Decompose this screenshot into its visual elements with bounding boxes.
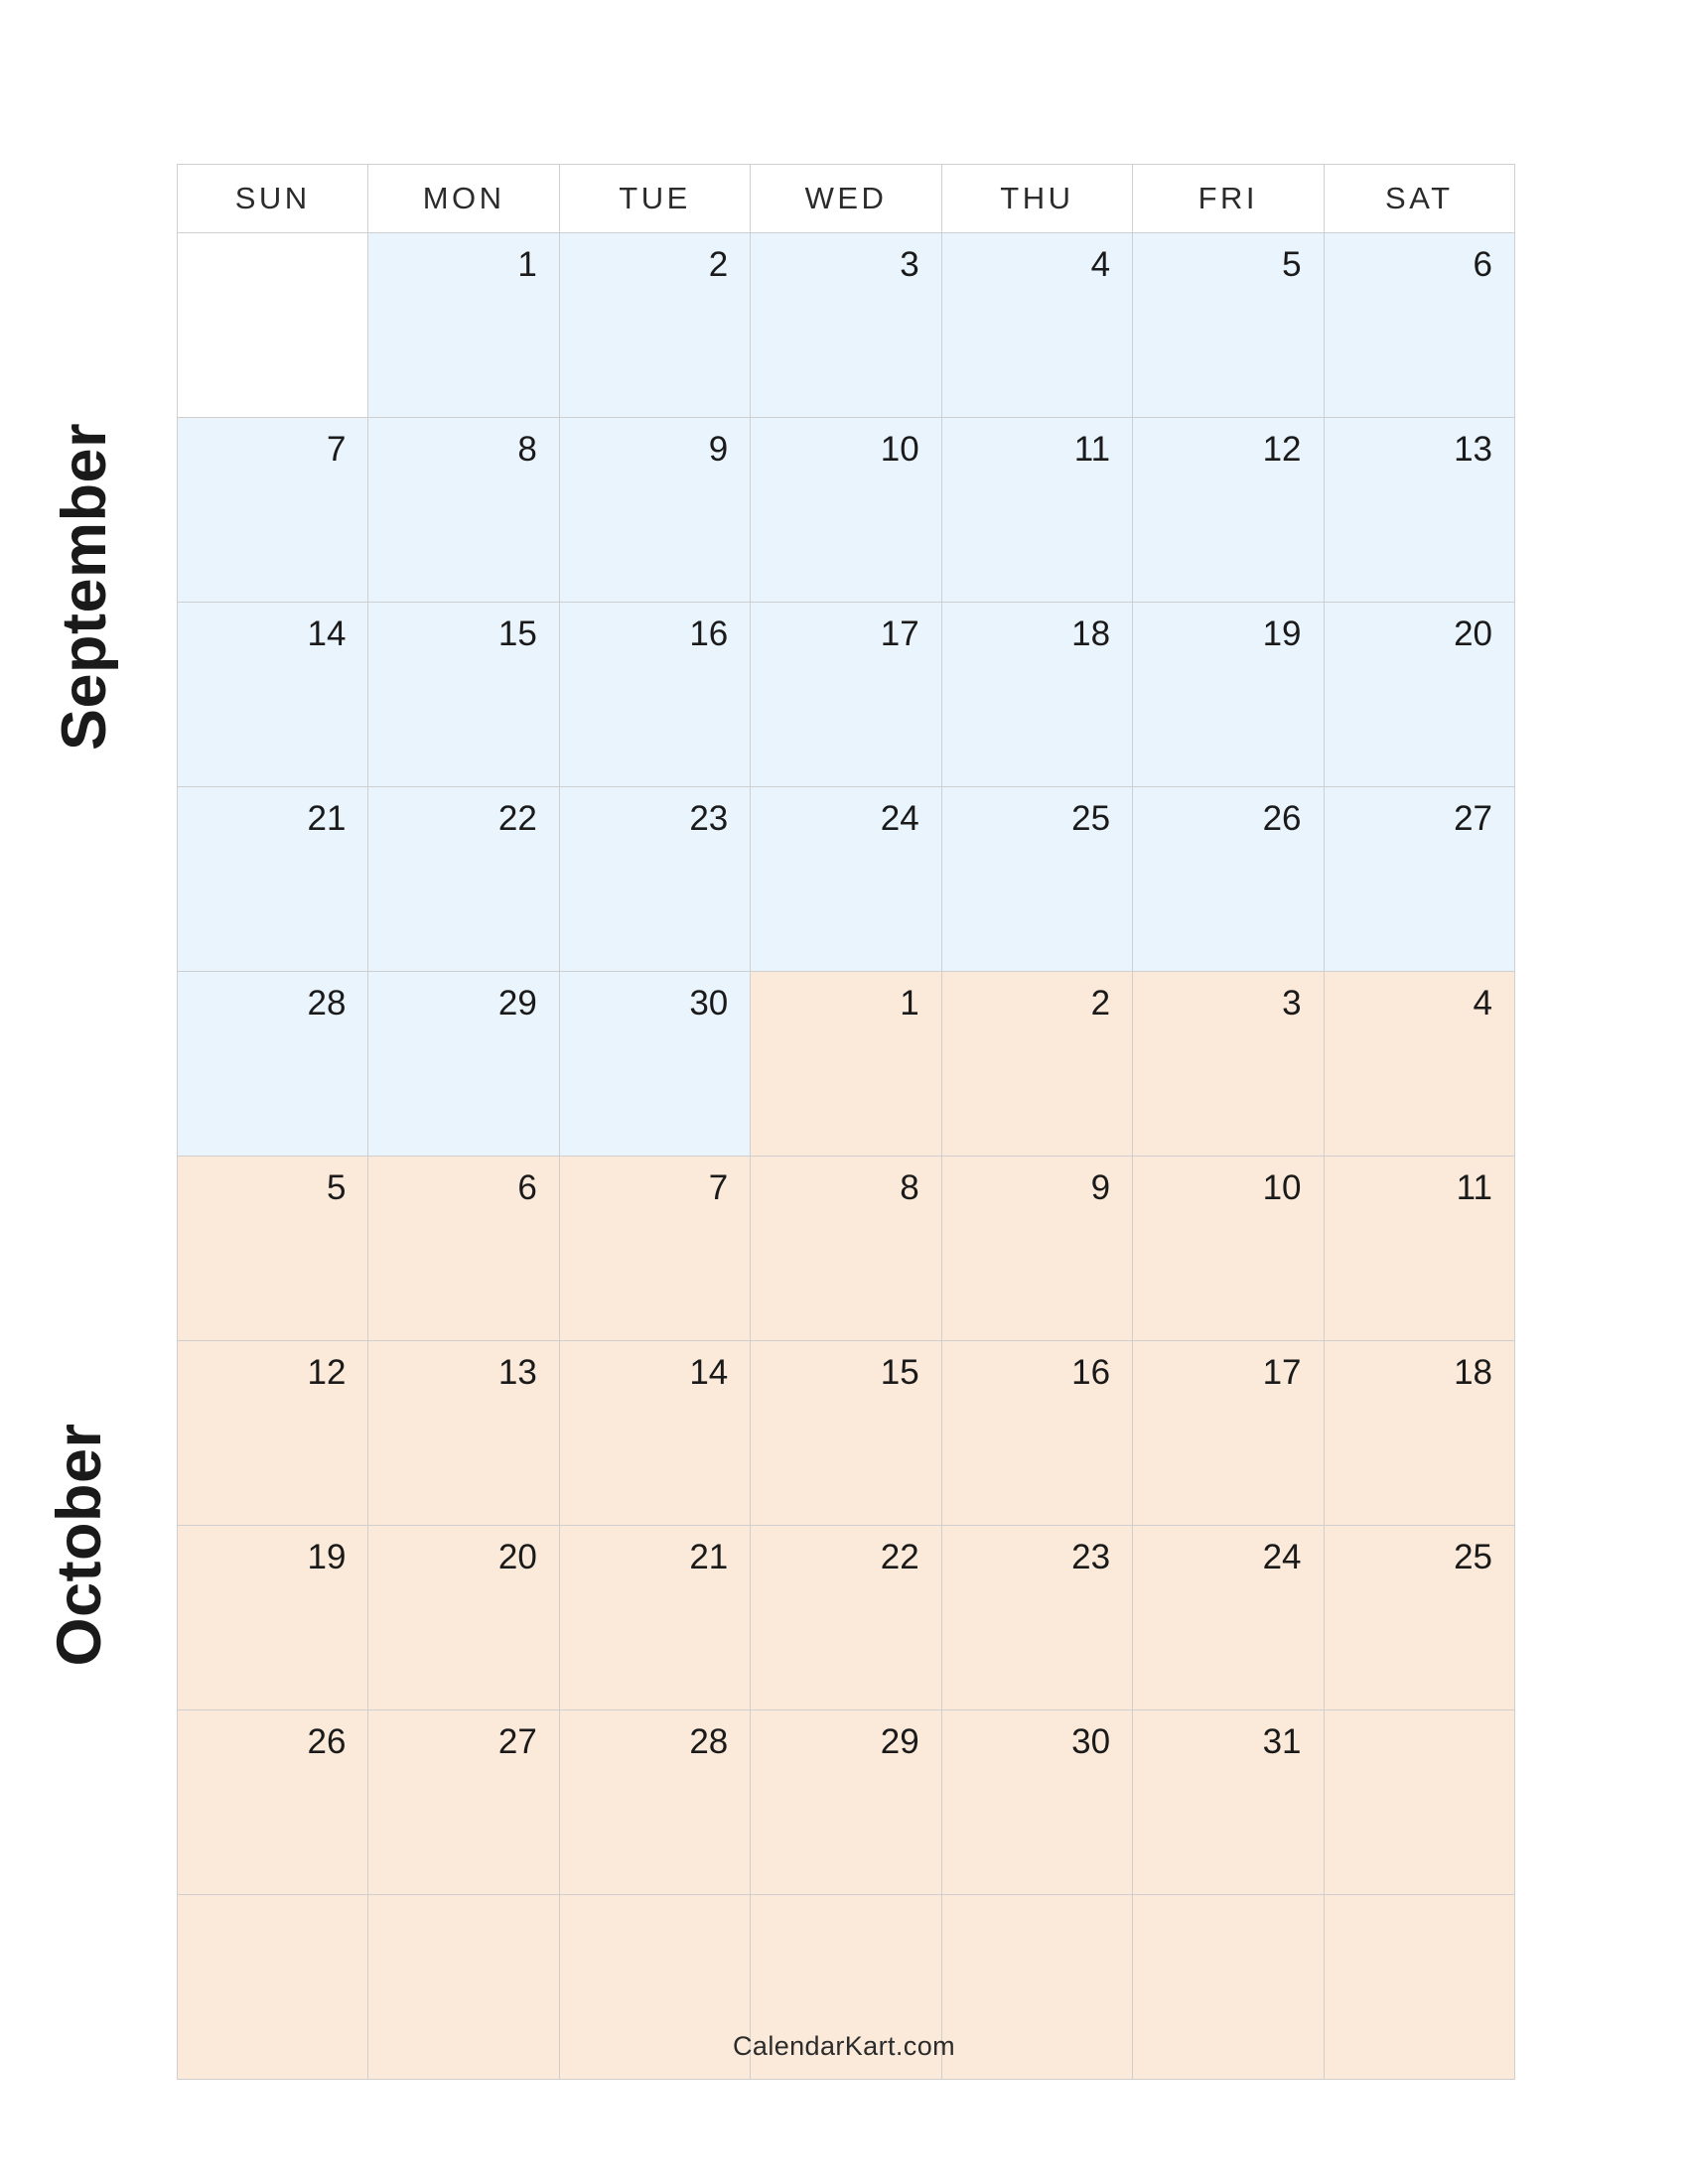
calendar-day-cell[interactable] (751, 787, 941, 972)
day-number: 10 (880, 430, 919, 469)
day-number (178, 1895, 367, 1909)
day-number: 29 (497, 984, 537, 1023)
day-number: 17 (880, 614, 919, 653)
calendar-day-cell[interactable] (1133, 603, 1324, 787)
day-number: 23 (689, 799, 729, 838)
day-number: 18 (1071, 614, 1111, 653)
calendar-day-cell[interactable] (368, 1341, 559, 1526)
day-number (1325, 1895, 1514, 1909)
day-number: 31 (1262, 1722, 1302, 1761)
calendar-day-cell[interactable] (751, 233, 941, 418)
weekday-header-wed: WED (751, 165, 941, 233)
calendar-day-cell[interactable] (368, 233, 559, 418)
calendar-day-cell[interactable] (368, 1157, 559, 1341)
calendar-day-cell[interactable] (178, 787, 368, 972)
calendar-day-cell[interactable] (368, 418, 559, 603)
calendar-day-cell[interactable] (1133, 1710, 1324, 1895)
calendar-day-cell[interactable] (1324, 1341, 1514, 1526)
calendar-day-cell[interactable] (559, 1526, 750, 1710)
day-number: 30 (1071, 1722, 1111, 1761)
calendar-day-cell[interactable] (1133, 1157, 1324, 1341)
weekday-header-tue: TUE (559, 165, 750, 233)
day-number: 10 (1262, 1168, 1302, 1207)
calendar-day-cell[interactable] (559, 972, 750, 1157)
calendar-day-cell[interactable] (941, 418, 1132, 603)
calendar-week-row (178, 972, 1515, 1157)
calendar-empty-cell[interactable] (1324, 1710, 1514, 1895)
calendar-week-row (178, 1341, 1515, 1526)
day-number: 1 (517, 245, 537, 284)
month-label-october: October (45, 1423, 114, 1667)
day-number: 18 (1454, 1353, 1492, 1392)
day-number: 9 (708, 430, 729, 469)
calendar-day-cell[interactable] (368, 787, 559, 972)
day-number: 13 (497, 1353, 537, 1392)
day-number: 22 (880, 1538, 919, 1576)
day-number: 19 (307, 1538, 347, 1576)
day-number: 8 (517, 430, 537, 469)
calendar-day-cell[interactable] (941, 603, 1132, 787)
day-number: 27 (497, 1722, 537, 1761)
day-number: 16 (689, 614, 729, 653)
day-number: 28 (689, 1722, 729, 1761)
calendar-day-cell[interactable] (1324, 972, 1514, 1157)
day-number: 20 (1454, 614, 1492, 653)
calendar-day-cell[interactable] (1324, 233, 1514, 418)
calendar-day-cell[interactable] (941, 1157, 1132, 1341)
calendar-day-cell[interactable] (368, 603, 559, 787)
calendar-day-cell[interactable] (178, 972, 368, 1157)
calendar-day-cell[interactable] (941, 1710, 1132, 1895)
day-number: 17 (1262, 1353, 1302, 1392)
calendar-week-row (178, 1526, 1515, 1710)
calendar-week-row (178, 418, 1515, 603)
day-number (751, 1895, 940, 1909)
day-number: 8 (900, 1168, 919, 1207)
calendar-week-row (178, 233, 1515, 418)
calendar-day-cell[interactable] (559, 418, 750, 603)
day-number (368, 1895, 558, 1909)
weekday-header-thu: THU (941, 165, 1132, 233)
day-number (1325, 1710, 1514, 1724)
calendar-week-row (178, 787, 1515, 972)
day-number: 25 (1454, 1538, 1492, 1576)
calendar-day-cell[interactable] (178, 1526, 368, 1710)
calendar-body (178, 233, 1515, 2080)
calendar-day-cell[interactable] (1324, 787, 1514, 972)
day-number: 5 (326, 1168, 347, 1207)
calendar-day-cell[interactable] (1133, 1526, 1324, 1710)
footer-credit: CalendarKart.com (733, 2031, 955, 2061)
calendar-day-cell[interactable] (559, 233, 750, 418)
day-number: 28 (307, 984, 347, 1023)
day-number: 1 (900, 984, 919, 1023)
day-number: 12 (1262, 430, 1302, 469)
day-number: 29 (880, 1722, 919, 1761)
day-number: 5 (1282, 245, 1302, 284)
day-number: 3 (1282, 984, 1302, 1023)
calendar-day-cell[interactable] (941, 233, 1132, 418)
day-number: 6 (1473, 245, 1492, 284)
day-number: 12 (307, 1353, 347, 1392)
calendar-day-cell[interactable] (1133, 233, 1324, 418)
calendar-header-row (178, 165, 1515, 233)
calendar-day-cell[interactable] (1324, 418, 1514, 603)
calendar-day-cell[interactable] (178, 603, 368, 787)
calendar-day-cell[interactable] (368, 972, 559, 1157)
day-number (942, 1895, 1132, 1909)
calendar-day-cell[interactable] (559, 603, 750, 787)
day-number: 26 (1262, 799, 1302, 838)
weekday-header-fri: FRI (1133, 165, 1324, 233)
day-number: 13 (1454, 430, 1492, 469)
calendar-day-cell[interactable] (1324, 603, 1514, 787)
calendar-day-cell[interactable] (178, 418, 368, 603)
calendar-day-cell[interactable] (178, 1341, 368, 1526)
calendar-week-row (178, 1710, 1515, 1895)
day-number (1133, 1895, 1323, 1909)
day-number: 4 (1090, 245, 1111, 284)
calendar-day-cell[interactable] (1324, 1526, 1514, 1710)
calendar-day-cell[interactable] (1324, 1157, 1514, 1341)
calendar-day-cell[interactable] (178, 1710, 368, 1895)
day-number: 27 (1454, 799, 1492, 838)
day-number: 21 (689, 1538, 729, 1576)
day-number: 2 (1090, 984, 1111, 1023)
day-number: 20 (497, 1538, 537, 1576)
calendar-day-cell[interactable] (1133, 972, 1324, 1157)
calendar-day-cell[interactable] (368, 1710, 559, 1895)
calendar-day-cell[interactable] (751, 418, 941, 603)
calendar-day-cell[interactable] (559, 787, 750, 972)
day-number (178, 233, 367, 247)
day-number: 30 (689, 984, 729, 1023)
weekday-header-sun: SUN (178, 165, 368, 233)
calendar-day-cell[interactable] (559, 1341, 750, 1526)
calendar-day-cell[interactable] (751, 1526, 941, 1710)
day-number: 15 (497, 614, 537, 653)
day-number: 22 (497, 799, 537, 838)
weekday-header-mon: MON (368, 165, 559, 233)
day-number: 2 (708, 245, 729, 284)
day-number: 6 (517, 1168, 537, 1207)
calendar-day-cell[interactable] (941, 1526, 1132, 1710)
calendar-day-cell[interactable] (751, 1341, 941, 1526)
calendar-day-cell[interactable] (1133, 418, 1324, 603)
calendar-day-cell[interactable] (751, 1710, 941, 1895)
calendar-day-cell[interactable] (178, 1157, 368, 1341)
day-number: 23 (1071, 1538, 1111, 1576)
day-number: 24 (880, 799, 919, 838)
day-number: 21 (307, 799, 347, 838)
day-number: 26 (307, 1722, 347, 1761)
weekday-header-sat: SAT (1324, 165, 1514, 233)
day-number: 7 (708, 1168, 729, 1207)
calendar-day-cell[interactable] (368, 1526, 559, 1710)
day-number: 16 (1071, 1353, 1111, 1392)
day-number: 14 (307, 614, 347, 653)
day-number: 3 (900, 245, 919, 284)
calendar-day-cell[interactable] (941, 972, 1132, 1157)
day-number: 7 (326, 430, 347, 469)
day-number: 11 (1456, 1168, 1492, 1207)
day-number: 14 (689, 1353, 729, 1392)
day-number: 19 (1262, 614, 1302, 653)
calendar-day-cell[interactable] (941, 1341, 1132, 1526)
day-number (560, 1895, 750, 1909)
day-number: 25 (1071, 799, 1111, 838)
month-label-september: September (50, 422, 119, 751)
calendar-empty-cell[interactable] (178, 233, 368, 418)
day-number: 11 (1073, 430, 1111, 469)
calendar-week-row (178, 1157, 1515, 1341)
calendar-day-cell[interactable] (751, 972, 941, 1157)
calendar-day-cell[interactable] (559, 1157, 750, 1341)
day-number: 15 (880, 1353, 919, 1392)
calendar-day-cell[interactable] (559, 1710, 750, 1895)
day-number: 9 (1090, 1168, 1111, 1207)
day-number: 4 (1473, 984, 1492, 1023)
calendar-day-cell[interactable] (751, 1157, 941, 1341)
calendar-week-row (178, 603, 1515, 787)
day-number: 24 (1262, 1538, 1302, 1576)
calendar-day-cell[interactable] (941, 787, 1132, 972)
calendar-day-cell[interactable] (1133, 787, 1324, 972)
calendar-grid (177, 164, 1515, 2080)
calendar-day-cell[interactable] (751, 603, 941, 787)
calendar-day-cell[interactable] (1133, 1341, 1324, 1526)
